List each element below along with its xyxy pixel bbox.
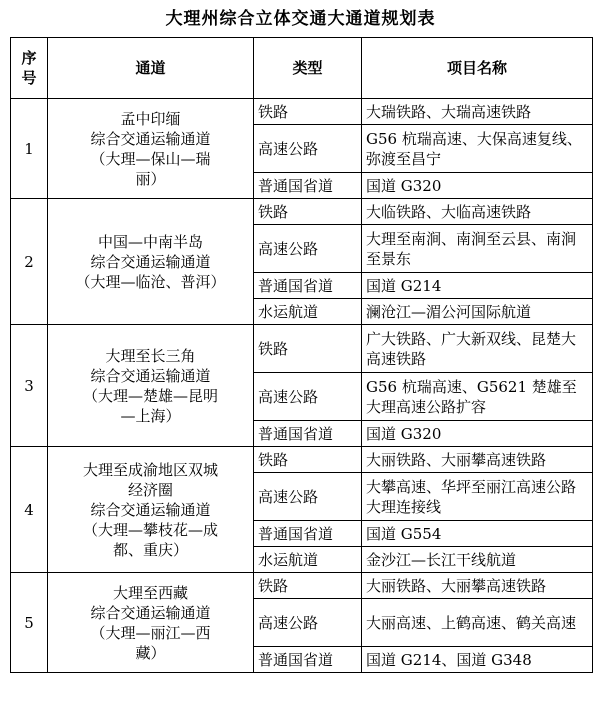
project-cell: 国道 G320 [362, 173, 593, 199]
channel-line: 都、重庆） [112, 540, 188, 559]
channel-line: （大理—楚雄—昆明 [82, 386, 218, 405]
channel-line: （大理—临沧、普洱） [75, 272, 226, 291]
project-cell: 大瑞铁路、大瑞高速铁路 [362, 99, 593, 125]
row-number: 2 [11, 199, 48, 325]
channel-line: 孟中印缅 [120, 109, 181, 128]
channel-line: —上海） [120, 406, 181, 425]
type-cell: 高速公路 [254, 225, 362, 273]
table-row [11, 325, 593, 373]
type-cell: 高速公路 [254, 373, 362, 421]
type-cell: 高速公路 [254, 599, 362, 647]
project-cell: 国道 G214、国道 G348 [362, 647, 593, 673]
channel-cell [48, 99, 254, 199]
type-cell: 铁路 [254, 199, 362, 225]
project-cell: 金沙江—长江干线航道 [362, 547, 593, 573]
channel-cell [48, 325, 254, 447]
project-cell: 国道 G320 [362, 421, 593, 447]
project-cell: 澜沧江—湄公河国际航道 [362, 299, 593, 325]
type-cell: 铁路 [254, 325, 362, 373]
type-cell: 普通国省道 [254, 521, 362, 547]
type-cell: 普通国省道 [254, 273, 362, 299]
channel-line: 综合交通运输通道 [90, 129, 211, 148]
row-number: 4 [11, 447, 48, 573]
project-cell: 国道 G214 [362, 273, 593, 299]
channel-line: 丽） [135, 169, 166, 188]
channel-line: 经济圈 [127, 480, 173, 499]
table-row [11, 99, 593, 125]
channel-line: 大理至长三角 [105, 346, 196, 365]
project-cell: 大攀高速、华坪至丽江高速公路大理连接线 [362, 473, 593, 521]
type-cell: 铁路 [254, 99, 362, 125]
table-row [11, 199, 593, 225]
table-header-row [11, 38, 593, 99]
type-cell: 普通国省道 [254, 421, 362, 447]
project-cell: G56 杭瑞高速、大保高速复线、弥渡至昌宁 [362, 125, 593, 173]
channel-line: 综合交通运输通道 [90, 366, 211, 385]
header-type: 类型 [254, 38, 362, 99]
project-cell: 大丽高速、上鹤高速、鹤关高速 [362, 599, 593, 647]
channel-line: （大理—攀枝花—成 [82, 520, 218, 539]
project-cell: 大临铁路、大临高速铁路 [362, 199, 593, 225]
channel-line: （大理—丽江—西 [90, 623, 211, 642]
table-row [11, 573, 593, 599]
header-no: 序号 [11, 38, 48, 99]
channel-line: 综合交通运输通道 [90, 252, 211, 271]
project-cell: 大丽铁路、大丽攀高速铁路 [362, 573, 593, 599]
table-row [11, 447, 593, 473]
channel-cell [48, 199, 254, 325]
channel-line: 大理至成渝地区双城 [82, 460, 218, 479]
project-cell: 大理至南涧、南涧至云县、南涧至景东 [362, 225, 593, 273]
project-cell: 国道 G554 [362, 521, 593, 547]
table-body [11, 99, 593, 673]
channel-line: 中国—中南半岛 [97, 232, 203, 251]
type-cell: 普通国省道 [254, 647, 362, 673]
channel-line: 综合交通运输通道 [90, 500, 211, 519]
type-cell: 铁路 [254, 573, 362, 599]
row-number: 5 [11, 573, 48, 673]
type-cell: 铁路 [254, 447, 362, 473]
header-project: 项目名称 [362, 38, 593, 99]
type-cell: 普通国省道 [254, 173, 362, 199]
channel-cell [48, 573, 254, 673]
channel-line: （大理—保山—瑞 [90, 149, 211, 168]
project-cell: 大丽铁路、大丽攀高速铁路 [362, 447, 593, 473]
channel-line: 综合交通运输通道 [90, 603, 211, 622]
channel-line: 藏） [135, 643, 166, 662]
planning-table [10, 37, 593, 673]
header-channel: 通道 [48, 38, 254, 99]
channel-cell [48, 447, 254, 573]
type-cell: 高速公路 [254, 473, 362, 521]
type-cell: 水运航道 [254, 299, 362, 325]
page-title: 大理州综合立体交通大通道规划表 [165, 9, 436, 29]
row-number: 3 [11, 325, 48, 447]
channel-line: 大理至西藏 [112, 583, 188, 602]
type-cell: 高速公路 [254, 125, 362, 173]
project-cell: G56 杭瑞高速、G5621 楚雄至大理高速公路扩容 [362, 373, 593, 421]
row-number: 1 [11, 99, 48, 199]
project-cell: 广大铁路、广大新双线、昆楚大高速铁路 [362, 325, 593, 373]
type-cell: 水运航道 [254, 547, 362, 573]
